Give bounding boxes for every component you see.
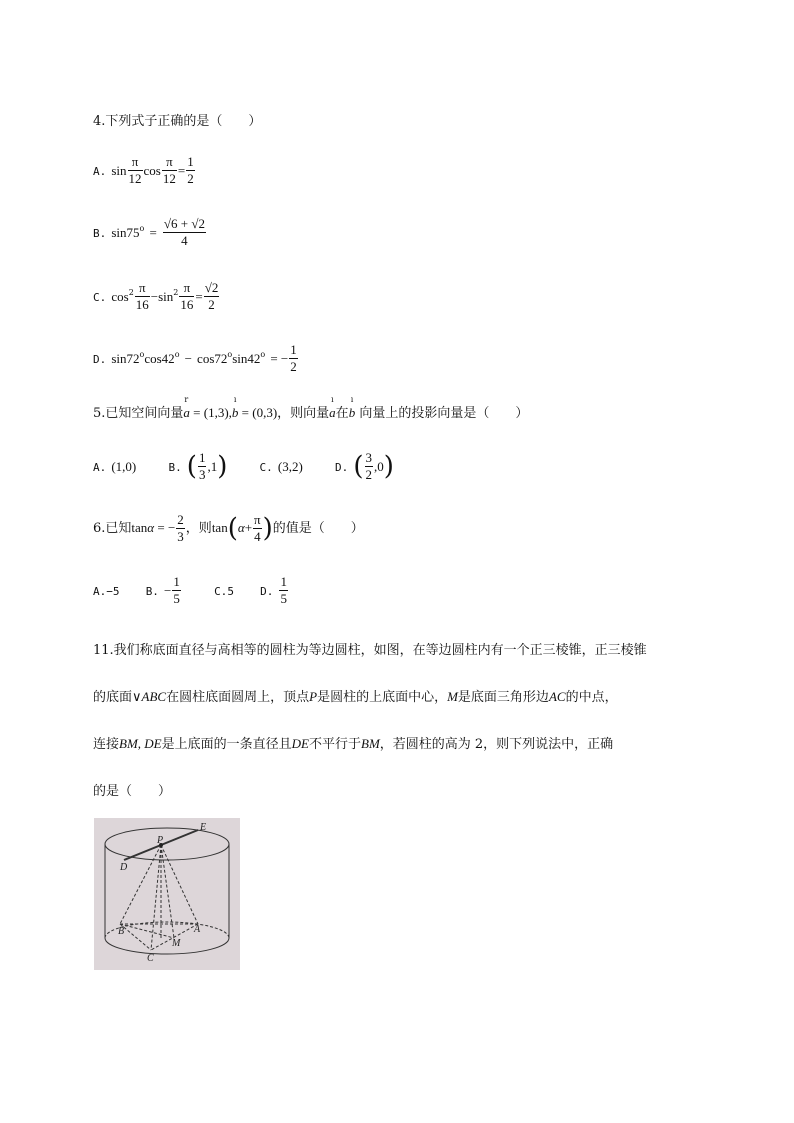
stem-text: ，则 <box>185 521 212 536</box>
minus-sign: − <box>164 583 172 598</box>
numerator: 1 <box>173 574 180 589</box>
tan-text: tan <box>131 520 148 535</box>
option-label: C. <box>93 291 107 304</box>
degree-mark: o <box>227 350 233 359</box>
denominator: 2 <box>208 297 215 312</box>
numerator: √2 <box>204 280 219 295</box>
denominator: 3 <box>198 467 206 482</box>
numerator: 1 <box>290 342 297 357</box>
vector-a <box>183 395 190 421</box>
equals-sign: = <box>195 289 203 304</box>
degree-mark: o <box>139 350 145 359</box>
option-label: A. <box>93 585 107 598</box>
math-symbol: M <box>447 689 458 704</box>
q5-options: A. (1,0) B. ( $\frac{1}{3}$ ,1) C. (3,2) D. ( $\frac{3}{2}$ ,0) <box>93 450 394 482</box>
top-ellipse <box>105 828 229 860</box>
term: cos72 <box>197 351 228 366</box>
fraction <box>128 154 143 187</box>
vector-value: = (1,3), <box>189 405 232 420</box>
label-D: D <box>120 862 128 873</box>
minus-sign: − <box>184 351 192 366</box>
numerator: π <box>162 154 177 171</box>
term: sin42 <box>232 351 261 366</box>
option-label: D. <box>260 585 274 598</box>
vector-letter: a <box>329 405 336 420</box>
minus-sign: − <box>150 289 159 304</box>
sin-text: sin <box>111 163 127 178</box>
fraction <box>279 574 288 607</box>
q4-option-a <box>93 154 196 187</box>
stem-text: 6.已知 <box>93 521 132 536</box>
denominator: 5 <box>173 591 180 606</box>
vector-arrow: ı <box>331 395 334 404</box>
power: 2 <box>173 288 179 297</box>
label-B: B <box>118 926 125 937</box>
math-symbol: ∨ABC <box>132 689 167 704</box>
tan-text: tan <box>211 520 228 535</box>
stem-text: 是底面三角形边 <box>457 690 549 705</box>
cylinder-figure <box>94 818 240 970</box>
equals-sign: = <box>177 163 186 178</box>
option-label: B. <box>145 585 159 598</box>
stem-text: 不平行于 <box>308 737 361 752</box>
fraction <box>172 574 181 607</box>
q4-option-b <box>93 216 207 249</box>
vector-arrow: ı <box>350 395 354 404</box>
numerator: 2 <box>177 512 184 527</box>
degree-mark: o <box>260 350 266 359</box>
denominator: 2 <box>290 359 297 374</box>
vector-b <box>231 395 239 421</box>
sin-text: sin75 <box>111 225 140 240</box>
option-label: A. <box>93 165 107 178</box>
label-M: M <box>172 938 181 949</box>
vector-arrow: ı <box>233 395 237 404</box>
equals-sign: = − <box>154 520 176 535</box>
q4-option-d <box>93 342 299 375</box>
math-symbol: BM <box>361 736 380 751</box>
fraction <box>365 450 374 483</box>
denominator: 2 <box>365 467 372 482</box>
q11-line-1: 11.我们称底面直径与高相等的圆柱为等边圆柱，如图，在等边圆柱内有一个正三棱锥，正三棱锥 <box>93 643 647 658</box>
plus-sign: + <box>244 520 253 535</box>
vector-letter: b <box>231 405 239 420</box>
numerator: π <box>254 512 261 527</box>
power: 2 <box>128 288 134 297</box>
bottom-ellipse-front <box>105 938 229 954</box>
q4-stem: 4.下列式子正确的是（ ） <box>93 114 262 129</box>
option-value: −5 <box>106 585 120 598</box>
label-C: C <box>147 953 154 964</box>
math-symbol: DE <box>291 736 309 751</box>
stem-text: 的中点， <box>565 690 618 705</box>
sin-text: sin <box>158 289 174 304</box>
denominator: 5 <box>280 591 287 606</box>
numerator: √6 + √2 <box>163 216 205 231</box>
cylinder-diagram <box>94 818 240 970</box>
stem-text: 5.已知空间向量 <box>93 406 184 421</box>
vector-value: = (0,3) <box>238 405 278 420</box>
fraction <box>204 280 220 313</box>
stem-text: ，若圆柱的高为 2，则下列说法中，正确 <box>379 737 614 752</box>
cos-text: cos <box>143 163 161 178</box>
q6-options <box>93 574 289 607</box>
math-symbol: AC <box>548 689 566 704</box>
denominator: 2 <box>187 171 194 186</box>
fraction <box>289 342 298 375</box>
numerator: 1 <box>187 154 194 169</box>
denominator: 3 <box>177 529 184 544</box>
alpha: α <box>147 520 155 535</box>
denominator: 4 <box>181 233 188 248</box>
numerator: 3 <box>365 450 372 465</box>
vector-arrow: r <box>184 395 189 404</box>
numerator: 1 <box>280 574 287 589</box>
denominator: 4 <box>254 529 261 544</box>
alpha: α <box>237 520 245 535</box>
option-label: B. <box>168 461 182 474</box>
fraction <box>253 512 262 545</box>
stem-text: 在圆柱底面圆周上，顶点 <box>166 690 310 705</box>
numerator: π <box>179 280 194 297</box>
q5-stem <box>93 395 529 421</box>
term: cos42 <box>144 351 175 366</box>
option-label: C. <box>259 461 273 474</box>
denominator: 12 <box>128 171 142 186</box>
denominator: 12 <box>162 171 176 186</box>
q11-line-3 <box>93 733 613 752</box>
q4-option-c <box>93 280 220 313</box>
q11-line-4: 的是（ ） <box>93 784 172 799</box>
option-value: ,1 <box>207 459 218 474</box>
stem-text: 在 <box>335 406 349 421</box>
stem-text: 是圆柱的上底面中心， <box>317 690 448 705</box>
math-symbol: P <box>309 689 318 704</box>
fraction <box>163 216 206 249</box>
stem-text: 的底面 <box>93 690 133 705</box>
option-label: D. <box>93 353 107 366</box>
numerator: 1 <box>198 450 206 465</box>
degree-mark: o <box>139 224 145 233</box>
label-P: P <box>157 835 164 846</box>
edge-PA <box>161 845 198 924</box>
option-label: D. <box>335 461 349 474</box>
stem-text: 连接 <box>93 737 120 752</box>
q6-stem: 6.已知tanα = − $\frac{2}{3}$ ，则tan(α+ $\frac{\pi}{4}$ )的值是（ ） <box>93 512 364 544</box>
label-A: A <box>194 924 201 935</box>
option-label: B. <box>93 227 107 240</box>
fraction <box>162 154 177 187</box>
fraction <box>176 512 185 545</box>
fraction <box>198 450 207 483</box>
option-value: (1,0) <box>111 459 137 474</box>
numerator: π <box>128 154 143 171</box>
stem-text: ，则向量 <box>277 406 330 421</box>
stem-text: 的值是（ ） <box>272 521 364 536</box>
math-symbol: BM, DE <box>119 736 162 751</box>
stem-text: 是上底面的一条直径且 <box>161 737 292 752</box>
cos-text: cos <box>111 289 129 304</box>
fraction <box>135 280 150 313</box>
option-label: C. <box>214 585 228 598</box>
numerator: π <box>135 280 150 297</box>
vector-letter: b <box>348 405 356 420</box>
q11-line-2 <box>93 686 618 705</box>
denominator: 16 <box>180 297 194 312</box>
option-value: ,0 <box>374 459 384 474</box>
option-label: A. <box>93 461 107 474</box>
option-value: 5 <box>227 585 234 598</box>
equals-sign: = − <box>270 351 289 366</box>
vector-letter: a <box>183 405 190 420</box>
fraction <box>179 280 194 313</box>
degree-mark: o <box>174 350 180 359</box>
option-value: (3,2) <box>277 459 303 474</box>
denominator: 16 <box>135 297 149 312</box>
label-E: E <box>200 822 207 833</box>
stem-text: 向量上的投影向量是（ ） <box>359 406 529 421</box>
equals-sign: = <box>149 225 157 240</box>
fraction <box>186 154 195 187</box>
term: sin72 <box>111 351 140 366</box>
